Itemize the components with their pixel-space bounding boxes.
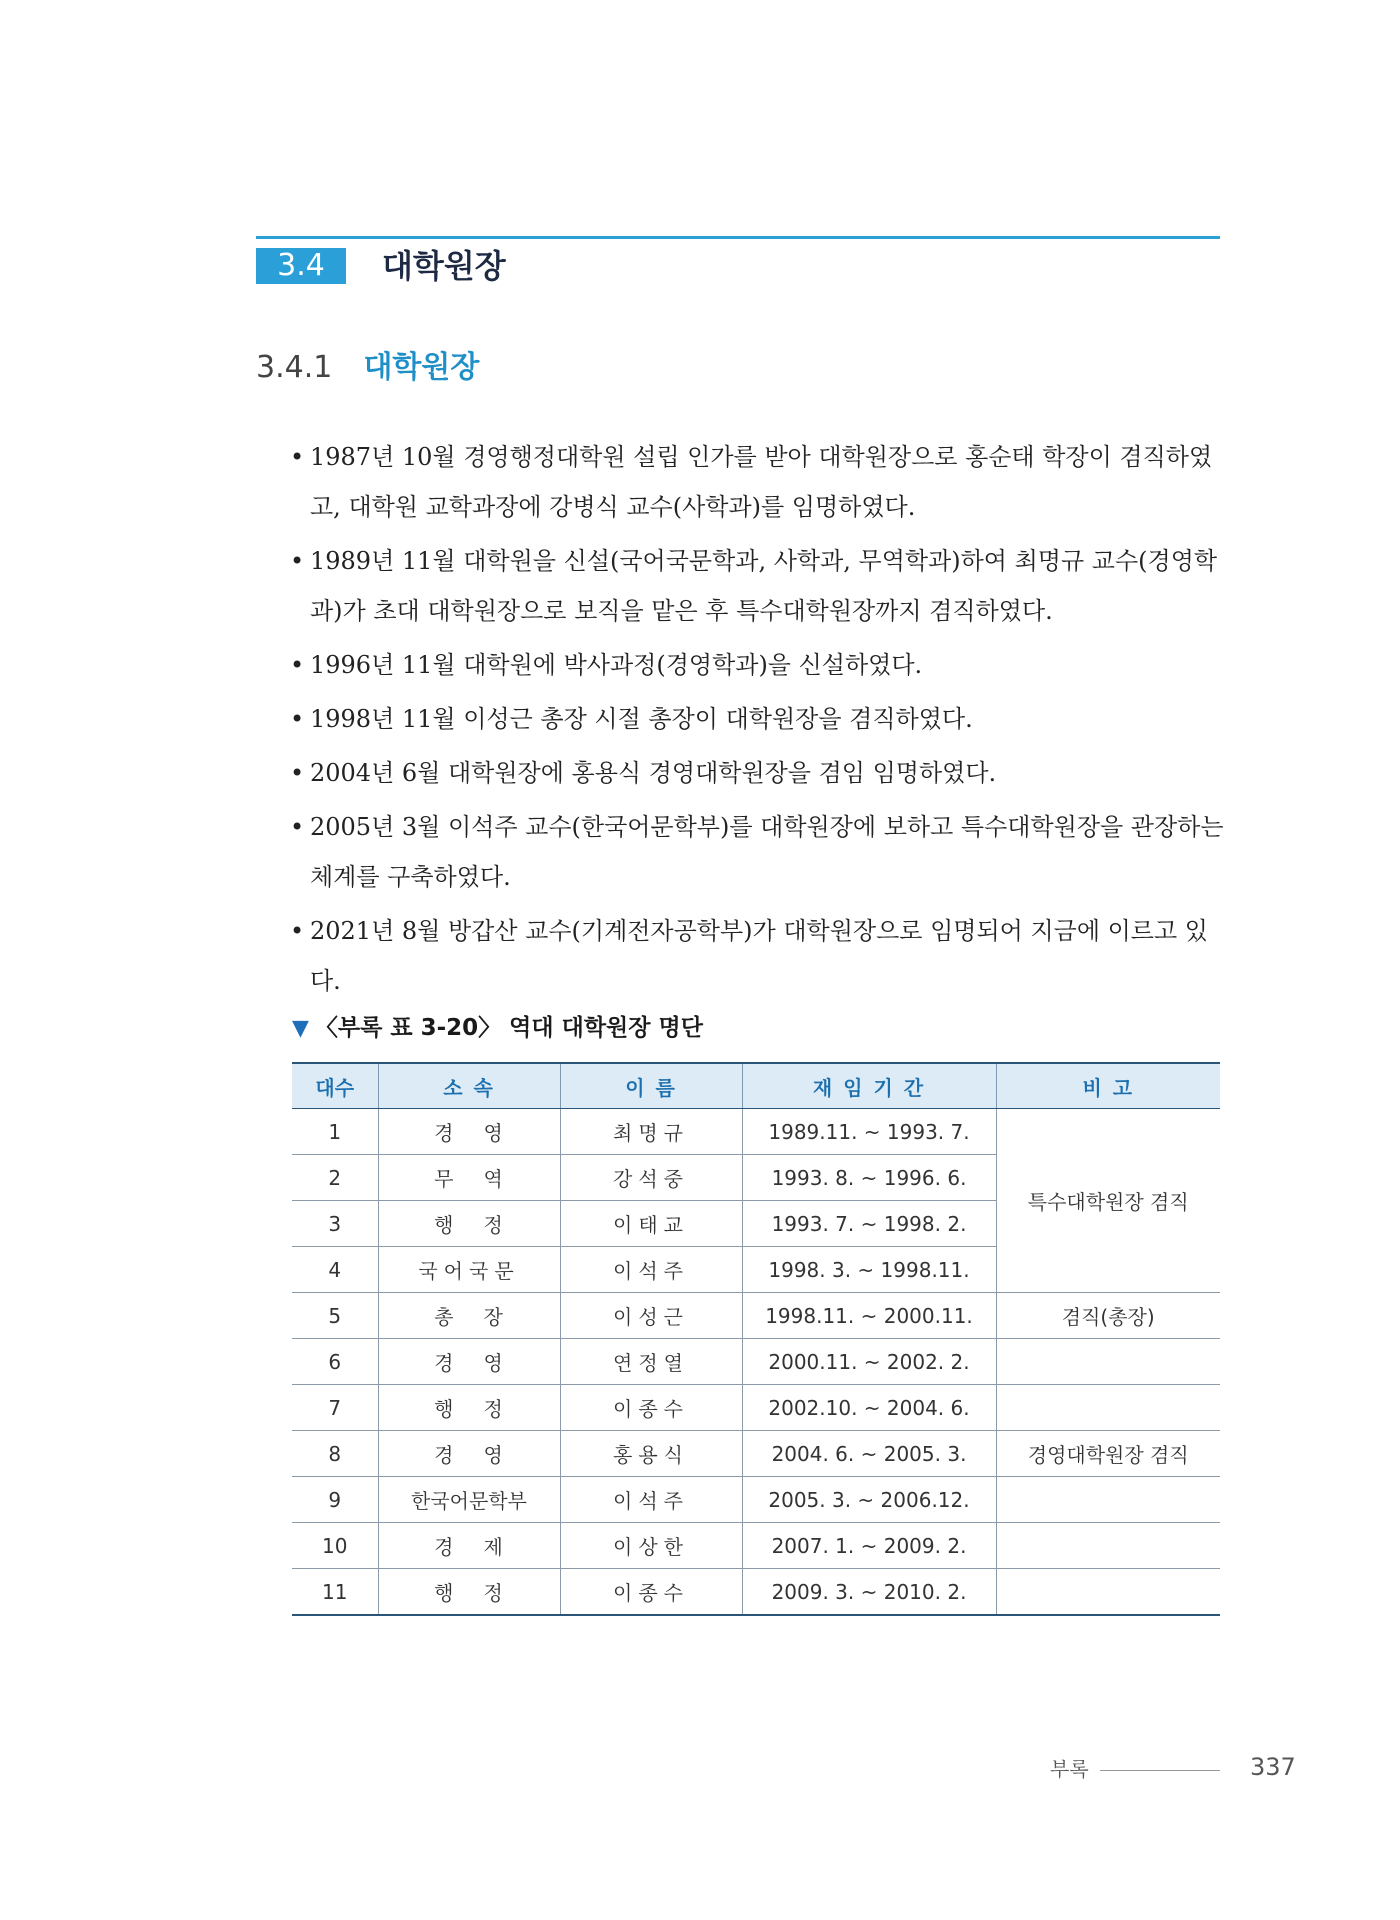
bullet-icon: • [290, 547, 305, 575]
table-row: 2 무역 강석중 1993. 8. ~ 1996. 6. [292, 1155, 1220, 1201]
table-row: 8 경영 홍용식 2004. 6. ~ 2005. 3. 경영대학원장 겸직 [292, 1431, 1220, 1477]
table-row: 9 한국어문학부 이석주 2005. 3. ~ 2006.12. [292, 1477, 1220, 1523]
header-name: 이 름 [560, 1063, 742, 1109]
page-footer [1050, 1753, 1296, 1784]
subsection-header [256, 348, 479, 388]
list-item: • 2021년 8월 방갑산 교수(기계전자공학부)가 대학원장으로 임명되어 지금에 이르고 있다. [290, 906, 1230, 1006]
subsection-title: 대학원장 [363, 350, 480, 385]
merged-note-cell: 특수대학원장 겸직 [996, 1109, 1220, 1293]
bullet-icon: • [290, 705, 305, 733]
list-item: • 1989년 11월 대학원을 신설(국어국문학과, 사학과, 무역학과)하여 최명규 교수(경영학과)가 초대 대학원장으로 보직을 맡은 후 특수대학원장까지 겸직하였다. [290, 536, 1230, 636]
table-row: 4 국어국문 이석주 1998. 3. ~ 1998.11. [292, 1247, 1220, 1293]
bullet-icon: • [290, 759, 305, 787]
bullet-icon: • [290, 443, 305, 471]
list-item: • 1987년 10월 경영행정대학원 설립 인가를 받아 대학원장으로 홍순태 학장이 겸직하였고, 대학원 교학과장에 강병식 교수(사학과)를 임명하였다. [290, 432, 1230, 532]
header-no: 대수 [292, 1063, 378, 1109]
triangle-down-icon: ▼ [292, 1016, 309, 1041]
table-row: 7 행정 이종수 2002.10. ~ 2004. 6. [292, 1385, 1220, 1431]
table-row: 11 행정 이종수 2009. 3. ~ 2010. 2. [292, 1569, 1220, 1616]
list-item: • 1998년 11월 이성근 총장 시절 총장이 대학원장을 겸직하였다. [290, 694, 1230, 744]
bullet-icon: • [290, 813, 305, 841]
section-header [256, 236, 1220, 288]
table-row: 1 경영 최명규 1989.11. ~ 1993. 7. 특수대학원장 겸직 [292, 1109, 1220, 1155]
footer-label: 부록 [1050, 1757, 1089, 1781]
list-item: • 1996년 11월 대학원에 박사과정(경영학과)을 신설하였다. [290, 640, 1230, 690]
page-number: 337 [1250, 1753, 1296, 1781]
table-row: 6 경영 연정열 2000.11. ~ 2002. 2. [292, 1339, 1220, 1385]
header-dept: 소 속 [378, 1063, 560, 1109]
history-list [290, 432, 1230, 1010]
subsection-number: 3.4.1 [256, 350, 333, 385]
header-note: 비 고 [996, 1063, 1220, 1109]
footer-divider [1100, 1770, 1220, 1771]
header-period: 재 임 기 간 [742, 1063, 996, 1109]
table-header-row [292, 1063, 1220, 1109]
table-row: 10 경제 이상한 2007. 1. ~ 2009. 2. [292, 1523, 1220, 1569]
section-number: 3.4 [256, 248, 346, 284]
dean-roster-table [292, 1062, 1220, 1616]
table-caption-text: 〈부록 표 3-20〉 역대 대학원장 명단 [314, 1015, 703, 1041]
list-item: • 2004년 6월 대학원장에 홍용식 경영대학원장을 겸임 임명하였다. [290, 748, 1230, 798]
table-row: 3 행정 이태교 1993. 7. ~ 1998. 2. [292, 1201, 1220, 1247]
list-item: • 2005년 3월 이석주 교수(한국어문학부)를 대학원장에 보하고 특수대학원장을 관장하는 체계를 구축하였다. [290, 802, 1230, 902]
table-row: 5 총장 이성근 1998.11. ~ 2000.11. 겸직(총장) [292, 1293, 1220, 1339]
section-rule [256, 236, 1220, 239]
bullet-icon: • [290, 917, 305, 945]
bullet-icon: • [290, 651, 305, 679]
table-caption [292, 1008, 703, 1049]
section-title: 대학원장 [382, 247, 506, 285]
